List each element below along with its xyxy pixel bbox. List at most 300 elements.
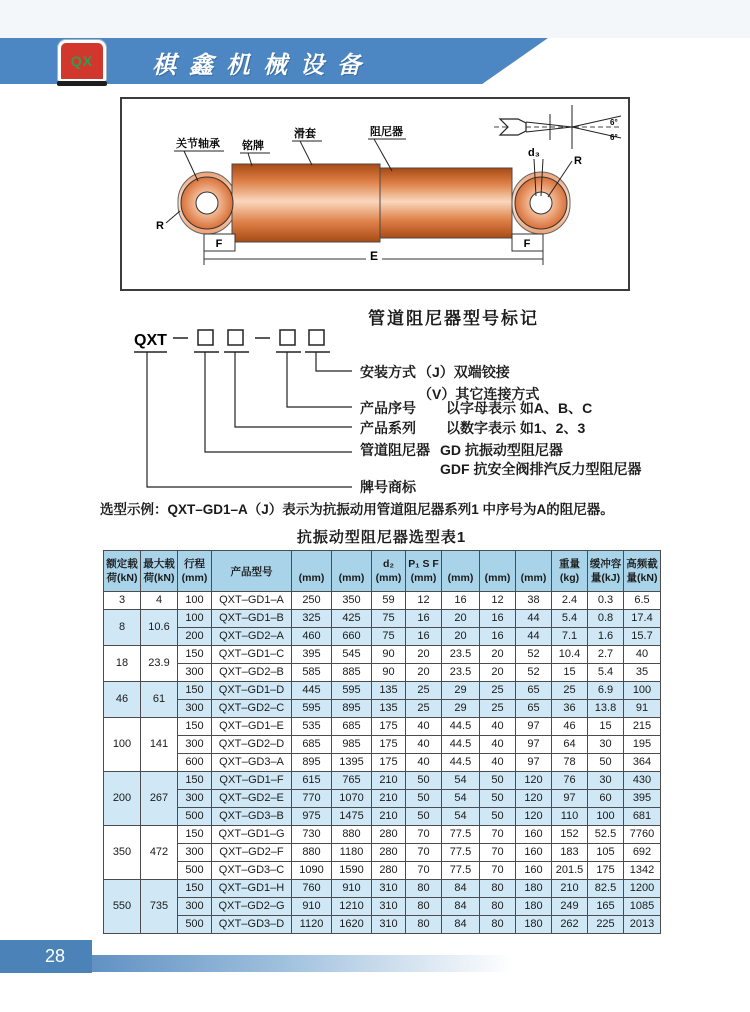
table-cell: 20 xyxy=(442,610,480,628)
column-header: (mm) xyxy=(516,551,552,592)
table-cell: 120 xyxy=(516,808,552,826)
table-cell: 210 xyxy=(372,772,406,790)
table-cell: QXT–GD1–G xyxy=(212,826,292,844)
column-header: 额定载 荷(kN) xyxy=(104,551,141,592)
table-cell: 97 xyxy=(516,718,552,736)
table-row xyxy=(104,898,661,916)
page-number: 28 xyxy=(44,946,66,966)
table-cell: 249 xyxy=(552,898,588,916)
table-cell: 1.6 xyxy=(588,628,624,646)
table-cell: 975 xyxy=(292,808,332,826)
table-cell: 23.5 xyxy=(442,646,480,664)
notation-title: 管道阻尼器型号标记 xyxy=(368,309,539,328)
table-cell: 300 xyxy=(178,736,212,754)
rated-load-cell: 3 xyxy=(104,592,141,610)
rated-load-cell: 350 xyxy=(104,826,141,880)
table-cell: 20 xyxy=(406,664,442,682)
page-number-box xyxy=(0,940,92,973)
table-row xyxy=(104,790,661,808)
table-cell: 40 xyxy=(624,646,661,664)
table-cell: 180 xyxy=(516,898,552,916)
table-cell: 910 xyxy=(292,898,332,916)
table-cell: 120 xyxy=(516,790,552,808)
table-cell: 40 xyxy=(480,718,516,736)
table-cell: 183 xyxy=(552,844,588,862)
table-cell: 425 xyxy=(332,610,372,628)
r-right-label: R xyxy=(574,155,582,167)
table-cell: 50 xyxy=(406,772,442,790)
table-cell: 60 xyxy=(588,790,624,808)
table-row xyxy=(104,610,661,628)
table-row xyxy=(104,826,661,844)
type-gdf: GDF 抗安全阀排汽反力型阻尼器 xyxy=(440,461,642,477)
table-cell: 201.5 xyxy=(552,862,588,880)
type-gd: GD 抗振动型阻尼器 xyxy=(440,442,563,458)
table-cell: 70 xyxy=(480,826,516,844)
notation-box-2 xyxy=(228,330,243,345)
table-cell: 685 xyxy=(292,736,332,754)
table-cell: 150 xyxy=(178,718,212,736)
table-cell: 80 xyxy=(406,880,442,898)
table-cell: 54 xyxy=(442,808,480,826)
install-option-v: （V）其它连接方式 xyxy=(418,386,540,402)
table-cell: 15.7 xyxy=(624,628,661,646)
d3-label: d₃ xyxy=(528,147,540,159)
table-cell: 1090 xyxy=(292,862,332,880)
table-cell: QXT–GD2–C xyxy=(212,700,292,718)
table-cell: 40 xyxy=(480,736,516,754)
column-header: P₁ S F (mm) xyxy=(406,551,442,592)
table-row xyxy=(104,592,661,610)
table-cell: 59 xyxy=(372,592,406,610)
table-cell: 985 xyxy=(332,736,372,754)
table-cell: 1200 xyxy=(624,880,661,898)
table-cell: 1070 xyxy=(332,790,372,808)
table-cell: QXT–GD1–D xyxy=(212,682,292,700)
table-cell: 84 xyxy=(442,916,480,934)
table-cell: 660 xyxy=(332,628,372,646)
table-cell: 310 xyxy=(372,898,406,916)
table-cell: 20 xyxy=(480,646,516,664)
left-eye-hole xyxy=(196,192,218,214)
table-cell: 77.5 xyxy=(442,844,480,862)
table-cell: 1590 xyxy=(332,862,372,880)
table-cell: 64 xyxy=(552,736,588,754)
table-cell: QXT–GD1–B xyxy=(212,610,292,628)
sleeve-label: 滑套 xyxy=(294,128,316,140)
table-cell: 325 xyxy=(292,610,332,628)
table-cell: 150 xyxy=(178,880,212,898)
table-cell: 50 xyxy=(480,772,516,790)
r-left-label: R xyxy=(156,220,164,232)
e-dimension-label: E xyxy=(369,249,379,263)
table-cell: 2.7 xyxy=(588,646,624,664)
serial-term: 产品序号 xyxy=(360,400,416,416)
table-cell: 97 xyxy=(516,736,552,754)
table-cell: 84 xyxy=(442,898,480,916)
table-cell: 40 xyxy=(406,736,442,754)
table-cell: 52 xyxy=(516,664,552,682)
table-cell: 210 xyxy=(552,880,588,898)
table-cell: QXT–GD3–D xyxy=(212,916,292,934)
table-cell: 110 xyxy=(552,808,588,826)
table-row xyxy=(104,862,661,880)
table-cell: 1620 xyxy=(332,916,372,934)
table-cell: 770 xyxy=(292,790,332,808)
damper-diagram xyxy=(120,97,630,291)
column-header: 产品型号 xyxy=(212,551,292,592)
table-cell: 880 xyxy=(292,844,332,862)
table-cell: QXT–GD3–C xyxy=(212,862,292,880)
table-cell: 150 xyxy=(178,772,212,790)
damper-label: 阻尼器 xyxy=(370,126,403,138)
table-cell: 44.5 xyxy=(442,718,480,736)
column-header: 行程 (mm) xyxy=(178,551,212,592)
table-row xyxy=(104,772,661,790)
table-cell: 6.9 xyxy=(588,682,624,700)
table-cell: 5.4 xyxy=(552,610,588,628)
table-cell: 175 xyxy=(372,736,406,754)
table-cell: 100 xyxy=(178,610,212,628)
table-cell: 160 xyxy=(516,844,552,862)
table-cell: 175 xyxy=(372,754,406,772)
column-header: (mm) xyxy=(332,551,372,592)
table-cell: 44 xyxy=(516,628,552,646)
table-cell: 150 xyxy=(178,646,212,664)
max-load-cell: 141 xyxy=(141,718,178,772)
table-cell: 90 xyxy=(372,646,406,664)
table-cell: 1120 xyxy=(292,916,332,934)
table-cell: 25 xyxy=(552,682,588,700)
table-cell: 54 xyxy=(442,772,480,790)
table-cell: 7760 xyxy=(624,826,661,844)
table-cell: 80 xyxy=(480,880,516,898)
table-cell: 16 xyxy=(442,592,480,610)
table-cell: 175 xyxy=(372,718,406,736)
table-cell: QXT–GD3–A xyxy=(212,754,292,772)
max-load-cell: 735 xyxy=(141,880,178,934)
column-header: (mm) xyxy=(480,551,516,592)
table-cell: 152 xyxy=(552,826,588,844)
table-cell: 16 xyxy=(480,610,516,628)
table-cell: 180 xyxy=(516,916,552,934)
logo-base xyxy=(57,81,107,86)
table-cell: 0.8 xyxy=(588,610,624,628)
company-logo xyxy=(54,40,110,90)
table-cell: 120 xyxy=(516,772,552,790)
table-cell: 895 xyxy=(332,700,372,718)
angle-bottom-label: 6° xyxy=(610,133,618,142)
table-cell: 38 xyxy=(516,592,552,610)
table-cell: 760 xyxy=(292,880,332,898)
table-cell: 100 xyxy=(624,682,661,700)
table-row xyxy=(104,628,661,646)
company-name: 棋鑫机械设备 xyxy=(152,52,374,79)
rated-load-cell: 550 xyxy=(104,880,141,934)
table-cell: 50 xyxy=(480,790,516,808)
column-header: 最大载 荷(kN) xyxy=(141,551,178,592)
rated-load-cell: 100 xyxy=(104,718,141,772)
table-cell: 30 xyxy=(588,772,624,790)
footer-gradient-bar xyxy=(92,955,632,972)
table-cell: 615 xyxy=(292,772,332,790)
table-cell: 76 xyxy=(552,772,588,790)
table-cell: 692 xyxy=(624,844,661,862)
table-cell: 44 xyxy=(516,610,552,628)
table-cell: 885 xyxy=(332,664,372,682)
table-cell: 430 xyxy=(624,772,661,790)
install-option-j: （J）双端铰接 xyxy=(418,364,510,380)
table-cell: 300 xyxy=(178,700,212,718)
table-cell: 25 xyxy=(406,700,442,718)
joint-bearing-label: 关节轴承 xyxy=(176,138,220,150)
table-cell: 70 xyxy=(406,862,442,880)
column-header: d₂ (mm) xyxy=(372,551,406,592)
table-cell: 7.1 xyxy=(552,628,588,646)
table-cell: 300 xyxy=(178,844,212,862)
table-cell: 175 xyxy=(588,862,624,880)
table-row xyxy=(104,916,661,934)
table-cell: 545 xyxy=(332,646,372,664)
series-term: 产品系列 xyxy=(360,420,416,436)
table-cell: 300 xyxy=(178,664,212,682)
selection-example: 选型示例：QXT–GD1–A（J）表示为抗振动用管道阻尼器系列1 中序号为A的阻尼器。 xyxy=(100,502,614,517)
table-cell: 6.5 xyxy=(624,592,661,610)
table-cell: 765 xyxy=(332,772,372,790)
table-cell: 20 xyxy=(442,628,480,646)
table-cell: 44.5 xyxy=(442,736,480,754)
type-term: 管道阻尼器 xyxy=(360,442,430,458)
table-cell: 40 xyxy=(480,754,516,772)
table-cell: 75 xyxy=(372,610,406,628)
table-cell: 1475 xyxy=(332,808,372,826)
table-cell: 29 xyxy=(442,700,480,718)
table-cell: 364 xyxy=(624,754,661,772)
rated-load-cell: 18 xyxy=(104,646,141,682)
table-row xyxy=(104,718,661,736)
table-cell: 280 xyxy=(372,862,406,880)
table-cell: QXT–GD2–E xyxy=(212,790,292,808)
table-cell: 0.3 xyxy=(588,592,624,610)
table-cell: 36 xyxy=(552,700,588,718)
table-cell: 100 xyxy=(178,592,212,610)
series-desc: 以数字表示 如1、2、3 xyxy=(446,420,586,436)
table-row xyxy=(104,754,661,772)
angle-top-label: 6° xyxy=(610,118,618,127)
table-cell: 77.5 xyxy=(442,826,480,844)
table-cell: 23.5 xyxy=(442,664,480,682)
table-cell: 135 xyxy=(372,700,406,718)
max-load-cell: 61 xyxy=(141,682,178,718)
header-row xyxy=(104,551,661,592)
nameplate-label: 铭牌 xyxy=(242,140,264,152)
table-cell: 681 xyxy=(624,808,661,826)
table-row xyxy=(104,808,661,826)
table-cell: 97 xyxy=(516,754,552,772)
table-cell: 280 xyxy=(372,826,406,844)
table-cell: 160 xyxy=(516,862,552,880)
table-cell: 78 xyxy=(552,754,588,772)
table-row xyxy=(104,844,661,862)
damper-drawing xyxy=(122,99,624,285)
table-cell: 90 xyxy=(372,664,406,682)
table-cell: 300 xyxy=(178,898,212,916)
table-cell: 84 xyxy=(442,880,480,898)
table-cell: 500 xyxy=(178,808,212,826)
table-cell: 150 xyxy=(178,682,212,700)
table-cell: 97 xyxy=(552,790,588,808)
table-cell: 13.8 xyxy=(588,700,624,718)
table-cell: 300 xyxy=(178,790,212,808)
table-cell: 50 xyxy=(406,790,442,808)
table-cell: 600 xyxy=(178,754,212,772)
table-cell: 17.4 xyxy=(624,610,661,628)
notation-box-3 xyxy=(280,330,295,345)
table-cell: 30 xyxy=(588,736,624,754)
table-cell: 80 xyxy=(480,916,516,934)
f-left-label: F xyxy=(215,238,223,250)
table-cell: 500 xyxy=(178,862,212,880)
table-cell: 82.5 xyxy=(588,880,624,898)
serial-desc: 以字母表示 如A、B、C xyxy=(446,400,593,416)
top-strip xyxy=(0,0,750,38)
table-cell: 135 xyxy=(372,682,406,700)
table-cell: 100 xyxy=(588,808,624,826)
table-cell: 65 xyxy=(516,700,552,718)
table-cell: 1180 xyxy=(332,844,372,862)
table-cell: 195 xyxy=(624,736,661,754)
table-cell: 12 xyxy=(406,592,442,610)
table-cell: 310 xyxy=(372,916,406,934)
table-cell: 15 xyxy=(552,664,588,682)
table-cell: 105 xyxy=(588,844,624,862)
table-cell: QXT–GD1–C xyxy=(212,646,292,664)
table-cell: 200 xyxy=(178,628,212,646)
max-load-cell: 10.6 xyxy=(141,610,178,646)
table-cell: 16 xyxy=(480,628,516,646)
logo-text: QX xyxy=(70,53,94,69)
table-cell: 1085 xyxy=(624,898,661,916)
table-cell: 2.4 xyxy=(552,592,588,610)
table-cell: 1210 xyxy=(332,898,372,916)
table-cell: 595 xyxy=(292,700,332,718)
table-row xyxy=(104,880,661,898)
damper-cylinder xyxy=(380,168,512,238)
table-cell: 70 xyxy=(480,844,516,862)
max-load-cell: 4 xyxy=(141,592,178,610)
table-cell: 70 xyxy=(406,826,442,844)
table-cell: 15 xyxy=(588,718,624,736)
table-cell: 160 xyxy=(516,826,552,844)
f-right-label: F xyxy=(523,238,531,250)
column-header: 高频截 量(kN) xyxy=(624,551,661,592)
table-cell: 1395 xyxy=(332,754,372,772)
table-cell: 585 xyxy=(292,664,332,682)
table-cell: QXT–GD2–D xyxy=(212,736,292,754)
table-cell: 77.5 xyxy=(442,862,480,880)
notation-box-1 xyxy=(198,330,213,345)
sleeve-cylinder xyxy=(232,164,380,242)
table-cell: 250 xyxy=(292,592,332,610)
table-cell: 20 xyxy=(480,664,516,682)
notation-box-4 xyxy=(309,330,324,345)
table-cell: 460 xyxy=(292,628,332,646)
table-cell: 40 xyxy=(406,754,442,772)
table-cell: 730 xyxy=(292,826,332,844)
table-cell: QXT–GD3–B xyxy=(212,808,292,826)
table-cell: 10.4 xyxy=(552,646,588,664)
column-header: 重量 (kg) xyxy=(552,551,588,592)
table-cell: 535 xyxy=(292,718,332,736)
table-cell: 35 xyxy=(624,664,661,682)
table-body xyxy=(104,592,661,934)
table-cell: 29 xyxy=(442,682,480,700)
table-title: 抗振动型阻尼器选型表1 xyxy=(296,529,467,546)
notation-prefix: QXT xyxy=(134,332,167,349)
table-cell: 16 xyxy=(406,610,442,628)
table-cell: QXT–GD1–H xyxy=(212,880,292,898)
table-cell: 44.5 xyxy=(442,754,480,772)
table-cell: 20 xyxy=(406,646,442,664)
table-cell: 25 xyxy=(480,682,516,700)
table-cell: 150 xyxy=(178,826,212,844)
table-cell: 225 xyxy=(588,916,624,934)
table-row xyxy=(104,682,661,700)
max-load-cell: 267 xyxy=(141,772,178,826)
table-cell: 80 xyxy=(406,898,442,916)
table-cell: 210 xyxy=(372,808,406,826)
table-cell: 50 xyxy=(588,754,624,772)
table-cell: 46 xyxy=(552,718,588,736)
table-head xyxy=(104,551,661,592)
column-header: 缓冲容 量(kJ) xyxy=(588,551,624,592)
table-row xyxy=(104,736,661,754)
table-cell: 52 xyxy=(516,646,552,664)
install-term: 安装方式 xyxy=(360,364,416,380)
column-header: (mm) xyxy=(442,551,480,592)
rated-load-cell: 200 xyxy=(104,772,141,826)
table-cell: 25 xyxy=(406,682,442,700)
table-cell: 910 xyxy=(332,880,372,898)
logo-stamp-icon xyxy=(58,40,106,82)
table-cell: 165 xyxy=(588,898,624,916)
table-cell: 70 xyxy=(480,862,516,880)
table-cell: 25 xyxy=(480,700,516,718)
table-row xyxy=(104,664,661,682)
table-cell: 685 xyxy=(332,718,372,736)
max-load-cell: 23.9 xyxy=(141,646,178,682)
table-cell: 500 xyxy=(178,916,212,934)
table-cell: 395 xyxy=(292,646,332,664)
table-cell: 280 xyxy=(372,844,406,862)
table-cell: 80 xyxy=(406,916,442,934)
table-cell: 65 xyxy=(516,682,552,700)
table-cell: QXT–GD2–B xyxy=(212,664,292,682)
table-cell: 395 xyxy=(624,790,661,808)
table-cell: 350 xyxy=(332,592,372,610)
table-cell: 1342 xyxy=(624,862,661,880)
rated-load-cell: 8 xyxy=(104,610,141,646)
table-cell: 50 xyxy=(480,808,516,826)
table-cell: 180 xyxy=(516,880,552,898)
table-cell: 880 xyxy=(332,826,372,844)
table-cell: QXT–GD1–F xyxy=(212,772,292,790)
table-row xyxy=(104,646,661,664)
selection-table xyxy=(103,550,661,934)
max-load-cell: 472 xyxy=(141,826,178,880)
table-cell: 16 xyxy=(406,628,442,646)
table-cell: 70 xyxy=(406,844,442,862)
